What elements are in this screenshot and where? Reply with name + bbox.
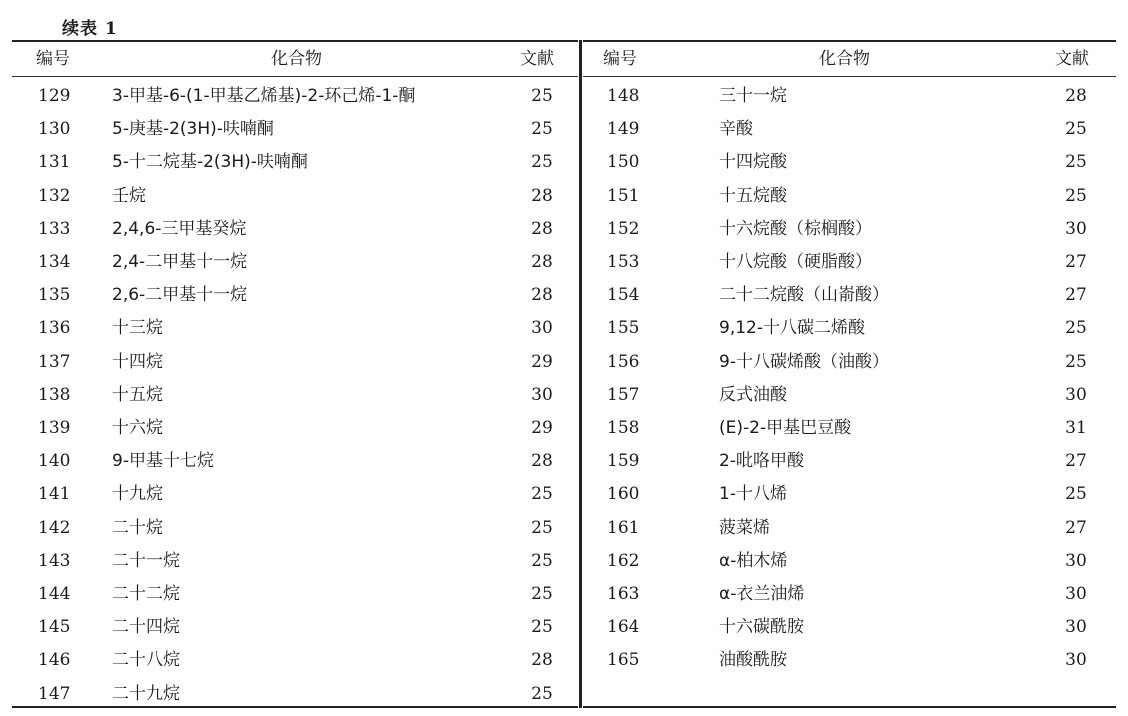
- compound-name: 9-十八碳烯酸（油酸）: [719, 351, 889, 372]
- reference-number: 28: [531, 218, 553, 239]
- compound-number: 157: [607, 384, 640, 405]
- reference-number: 25: [1065, 484, 1087, 505]
- compound-number: 134: [38, 252, 71, 272]
- compound-number: 138: [38, 384, 71, 405]
- compound-number: 159: [607, 451, 640, 472]
- table-row: [583, 611, 1116, 644]
- compound-number: 149: [607, 119, 640, 140]
- compound-name: 5-庚基-2(3H)-呋喃酮: [112, 119, 274, 140]
- reference-number: 30: [531, 384, 553, 405]
- reference-number: 30: [1065, 584, 1087, 604]
- reference-number: 27: [1065, 252, 1087, 272]
- compound-number: 137: [38, 351, 71, 372]
- compound-number: 160: [607, 484, 640, 505]
- compound-number: 132: [38, 185, 71, 206]
- compound-number: 130: [38, 119, 71, 140]
- reference-number: 27: [1065, 285, 1087, 306]
- compound-number: 131: [38, 152, 71, 173]
- table-row: [12, 478, 578, 511]
- reference-number: 30: [1065, 550, 1087, 571]
- compound-number: 152: [607, 218, 640, 239]
- compound-number: 161: [607, 517, 640, 538]
- compound-name: 二十九烷: [112, 683, 180, 704]
- top-rule: [583, 40, 1116, 42]
- reference-number: 30: [1065, 218, 1087, 239]
- table-row: [12, 180, 578, 213]
- compound-name: 二十八烷: [112, 650, 180, 671]
- compound-number: 163: [607, 584, 640, 604]
- table-row: [12, 545, 578, 578]
- table-row: [583, 412, 1116, 445]
- compound-number: 147: [38, 683, 71, 704]
- compound-name: 油酸酰胺: [719, 650, 787, 671]
- header-reference: 文献: [1055, 49, 1089, 69]
- compound-name: 5-十二烷基-2(3H)-呋喃酮: [112, 152, 308, 173]
- bottom-rule: [583, 706, 1116, 708]
- header-compound: 化合物: [819, 49, 870, 69]
- table-row: [583, 312, 1116, 345]
- compound-name: 2,4,6-三甲基癸烷: [112, 218, 247, 239]
- compound-number: 146: [38, 650, 71, 671]
- compound-number: 142: [38, 517, 71, 538]
- reference-number: 25: [1065, 152, 1087, 173]
- table-row: [583, 113, 1116, 146]
- compound-name: 十九烷: [112, 484, 163, 505]
- compound-name: 3-甲基-6-(1-甲基乙烯基)-2-环己烯-1-酮: [112, 86, 416, 106]
- reference-number: 30: [1065, 650, 1087, 671]
- table-row: [583, 379, 1116, 412]
- compound-name: 二十四烷: [112, 617, 180, 638]
- reference-number: 25: [531, 683, 553, 704]
- compound-number: 151: [607, 185, 640, 206]
- compound-number: 148: [607, 86, 640, 106]
- table-row: [583, 512, 1116, 545]
- top-rule: [12, 40, 578, 42]
- table-row: [583, 246, 1116, 279]
- reference-number: 27: [1065, 517, 1087, 538]
- compound-number: 156: [607, 351, 640, 372]
- compound-name: (E)-2-甲基巴豆酸: [719, 418, 852, 438]
- table-row: [12, 578, 578, 611]
- compound-name: 2,4-二甲基十一烷: [112, 252, 248, 272]
- compound-number: 136: [38, 318, 71, 339]
- compound-number: 129: [38, 86, 71, 106]
- table-row: [12, 644, 578, 677]
- compound-number: 153: [607, 252, 640, 272]
- table-row: [583, 478, 1116, 511]
- compound-number: 139: [38, 418, 71, 438]
- compound-name: 9,12-十八碳二烯酸: [719, 318, 865, 339]
- reference-number: 25: [1065, 318, 1087, 339]
- compound-name: 二十二烷酸（山嵛酸）: [719, 285, 889, 306]
- compound-number: 140: [38, 451, 71, 472]
- reference-number: 28: [531, 185, 553, 206]
- reference-number: 25: [1065, 351, 1087, 372]
- table-row: [583, 279, 1116, 312]
- compound-name: α-柏木烯: [719, 550, 788, 571]
- table-row: [583, 545, 1116, 578]
- compound-name: 十六碳酰胺: [719, 617, 804, 638]
- table-row: [583, 644, 1116, 677]
- table-row: [12, 379, 578, 412]
- table-row: [12, 611, 578, 644]
- compound-number: 145: [38, 617, 71, 638]
- compound-name: 2-吡咯甲酸: [719, 451, 804, 472]
- table-row: [12, 80, 578, 113]
- reference-number: 25: [531, 152, 553, 173]
- table-row: [583, 346, 1116, 379]
- compound-name: 十三烷: [112, 318, 163, 339]
- table-row: [12, 445, 578, 478]
- reference-number: 28: [531, 252, 553, 272]
- reference-number: 27: [1065, 451, 1087, 472]
- table-left-panel: [12, 40, 578, 708]
- compound-name: α-衣兰油烯: [719, 584, 805, 604]
- reference-number: 25: [531, 517, 553, 538]
- table-row: [583, 180, 1116, 213]
- compound-name: 十六烷: [112, 418, 163, 438]
- table-row: [12, 213, 578, 246]
- table-caption: 续表 1: [62, 19, 118, 39]
- compound-number: 135: [38, 285, 71, 306]
- compound-number: 165: [607, 650, 640, 671]
- table-row: [583, 578, 1116, 611]
- compound-number: 154: [607, 285, 640, 306]
- compound-name: 菠菜烯: [719, 517, 770, 538]
- bottom-rule: [12, 706, 578, 708]
- compound-name: 十五烷: [112, 384, 163, 405]
- panel-divider: [579, 40, 582, 708]
- reference-number: 25: [1065, 119, 1087, 140]
- reference-number: 29: [531, 418, 553, 438]
- reference-number: 28: [531, 451, 553, 472]
- header-rule: [12, 76, 578, 77]
- reference-number: 25: [531, 484, 553, 505]
- header-reference: 文献: [520, 49, 554, 69]
- table-row: [12, 279, 578, 312]
- table-row: [12, 146, 578, 179]
- reference-number: 28: [531, 650, 553, 671]
- reference-number: 25: [531, 550, 553, 571]
- table-row: [12, 512, 578, 545]
- reference-number: 25: [531, 86, 553, 106]
- compound-number: 144: [38, 584, 71, 604]
- reference-number: 31: [1065, 418, 1087, 438]
- header-number: 编号: [603, 49, 637, 69]
- table-row: [12, 246, 578, 279]
- compound-name: 三十一烷: [719, 86, 787, 106]
- table-right-panel: [583, 40, 1116, 708]
- compound-name: 二十烷: [112, 517, 163, 538]
- reference-number: 30: [1065, 617, 1087, 638]
- compound-name: 壬烷: [112, 185, 146, 206]
- table-row: [12, 346, 578, 379]
- compound-name: 二十二烷: [112, 584, 180, 604]
- compound-number: 164: [607, 617, 640, 638]
- reference-number: 30: [531, 318, 553, 339]
- table-row: [583, 80, 1116, 113]
- compound-name: 十五烷酸: [719, 185, 787, 206]
- compound-name: 反式油酸: [719, 384, 787, 405]
- reference-number: 29: [531, 351, 553, 372]
- table-row: [583, 213, 1116, 246]
- compound-number: 162: [607, 550, 640, 571]
- compound-name: 1-十八烯: [719, 484, 787, 505]
- compound-name: 十八烷酸（硬脂酸）: [719, 252, 872, 272]
- table-row: [12, 412, 578, 445]
- reference-number: 28: [531, 285, 553, 306]
- compound-number: 155: [607, 318, 640, 339]
- reference-number: 25: [531, 119, 553, 140]
- table-row: [583, 445, 1116, 478]
- compound-name: 2,6-二甲基十一烷: [112, 285, 248, 306]
- compound-number: 141: [38, 484, 71, 505]
- reference-number: 25: [1065, 185, 1087, 206]
- compound-number: 133: [38, 218, 71, 239]
- compound-number: 143: [38, 550, 71, 571]
- reference-number: 28: [1065, 86, 1087, 106]
- header-rule: [583, 76, 1116, 77]
- table-row: [12, 113, 578, 146]
- compound-name: 二十一烷: [112, 550, 180, 571]
- header-number: 编号: [36, 49, 70, 69]
- compound-name: 辛酸: [719, 119, 753, 140]
- compound-name: 十六烷酸（棕榈酸）: [719, 218, 872, 239]
- reference-number: 25: [531, 617, 553, 638]
- table-row: [12, 312, 578, 345]
- compound-name: 十四烷: [112, 351, 163, 372]
- header-compound: 化合物: [271, 49, 322, 69]
- compound-number: 158: [607, 418, 640, 438]
- compound-name: 十四烷酸: [719, 152, 787, 173]
- reference-number: 25: [531, 584, 553, 604]
- reference-number: 30: [1065, 384, 1087, 405]
- compound-name: 9-甲基十七烷: [112, 451, 214, 472]
- compound-number: 150: [607, 152, 640, 173]
- table-row: [583, 146, 1116, 179]
